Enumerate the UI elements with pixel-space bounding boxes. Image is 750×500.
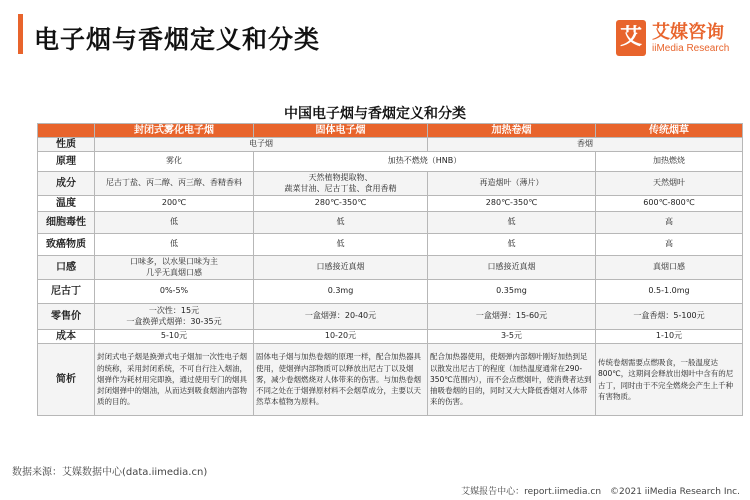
cell-price-3: 一盒烟弹：15-60元 [428, 304, 596, 330]
page-title: 电子烟与香烟定义和分类 [34, 25, 321, 54]
table-row [38, 172, 743, 196]
header-heated-tobacco: 加热卷烟 [428, 124, 596, 138]
cell-price-2: 一盒烟弹：20-40元 [254, 304, 428, 330]
cell-line: 蔬菜甘油、尼古丁盐、食用香精 [284, 183, 397, 193]
data-source: 数据来源：艾媒数据中心(data.iimedia.cn) [12, 467, 208, 478]
classification-table [37, 123, 743, 416]
cell-ingredients-2 [254, 172, 428, 196]
row-label-price: 零售价 [38, 304, 95, 330]
table-row [38, 196, 743, 212]
row-label-carcinogens: 致癌物质 [38, 234, 95, 256]
cell-temperature-1: 200℃ [95, 196, 254, 212]
cell-price-1 [95, 304, 254, 330]
cell-summary-2: 固体电子烟与加热卷烟的原理一样，配合加热器具使用，使烟弹内部物质可以释放出尼古丁以及烟雾，减少卷烟燃烧对人体带来的伤害。与加热卷烟不同之处在于烟弹原材料不会烟草成分，主要以天然草本植物为原料。 [254, 344, 428, 416]
brand-logo [616, 16, 740, 60]
cell-nicotine-3: 0.35mg [428, 280, 596, 304]
title-accent-bar [18, 14, 23, 54]
cell-summary-4: 传统卷烟需要点燃吸食，一般温度达800℃，这期间会释放出烟叶中含有的尼古丁，同时由于不完全燃烧会产生上千种有害物质。 [596, 344, 743, 416]
table-title: 中国电子烟与香烟定义和分类 [284, 106, 466, 122]
row-label-nicotine: 尼古丁 [38, 280, 95, 304]
cell-line: 一盒换弹式烟弹：30-35元 [126, 316, 222, 326]
table-row [38, 330, 743, 344]
table-row [38, 152, 743, 172]
cell-carcinogens-3: 低 [428, 234, 596, 256]
cell-cost-1: 5-10元 [95, 330, 254, 344]
cell-cytotoxicity-1: 低 [95, 212, 254, 234]
cell-carcinogens-1: 低 [95, 234, 254, 256]
row-label-principle: 原理 [38, 152, 95, 172]
cell-cost-2: 10-20元 [254, 330, 428, 344]
cell-nicotine-2: 0.3mg [254, 280, 428, 304]
cell-line: 几乎无真烟口感 [146, 267, 202, 277]
table-row [38, 256, 743, 280]
cell-taste-3: 口感接近真烟 [428, 256, 596, 280]
row-label-cytotoxicity: 细胞毒性 [38, 212, 95, 234]
cell-cytotoxicity-4: 高 [596, 212, 743, 234]
cell-principle-burn: 加热燃烧 [596, 152, 743, 172]
copyright-footer: 艾媒报告中心：report.iimedia.cn ©2021 iiMedia Research Inc. [461, 487, 740, 497]
table-header-row [38, 124, 743, 138]
cell-nature-ecig: 电子烟 [95, 138, 428, 152]
cell-principle-atomize: 雾化 [95, 152, 254, 172]
cell-taste-1 [95, 256, 254, 280]
cell-line: 天然植物提取物、 [308, 173, 373, 183]
header-solid-ecig: 固体电子烟 [254, 124, 428, 138]
cell-nicotine-4: 0.5-1.0mg [596, 280, 743, 304]
table-row [38, 138, 743, 152]
header-traditional-tobacco: 传统烟草 [596, 124, 743, 138]
table-row [38, 212, 743, 234]
row-label-temperature: 温度 [38, 196, 95, 212]
cell-price-4: 一盒香烟：5-100元 [596, 304, 743, 330]
cell-nicotine-1: 0%-5% [95, 280, 254, 304]
cell-nature-cig: 香烟 [428, 138, 743, 152]
cell-temperature-4: 600℃-800℃ [596, 196, 743, 212]
logo-icon: 艾 [616, 20, 646, 56]
logo-name: 艾媒咨询 [652, 22, 724, 43]
logo-subtitle: iiMedia Research [652, 43, 730, 54]
cell-cytotoxicity-3: 低 [428, 212, 596, 234]
cell-line: 口味多，以水果口味为主 [130, 257, 218, 267]
cell-cytotoxicity-2: 低 [254, 212, 428, 234]
cell-principle-hnb: 加热不燃烧（HNB） [254, 152, 596, 172]
table-row [38, 304, 743, 330]
header-corner [38, 124, 95, 138]
row-label-summary: 简析 [38, 344, 95, 416]
header-closed-ecig: 封闭式雾化电子烟 [95, 124, 254, 138]
cell-summary-3: 配合加热器使用，使烟弹内部烟叶刚好加热到足以散发出尼古丁的程度（加热温度通常在290-350℃范围内），而不会点燃烟叶，使消费者达到抽吸卷烟的目的，同时又大大降低香烟对人体带来的伤害。 [428, 344, 596, 416]
cell-carcinogens-2: 低 [254, 234, 428, 256]
cell-ingredients-4: 天然烟叶 [596, 172, 743, 196]
row-label-cost: 成本 [38, 330, 95, 344]
cell-taste-2: 口感接近真烟 [254, 256, 428, 280]
cell-ingredients-1: 尼古丁盐、丙二醇、丙三醇、香精香料 [95, 172, 254, 196]
row-label-taste: 口感 [38, 256, 95, 280]
cell-summary-1: 封闭式电子烟是换弹式电子烟加一次性电子烟的统称，采用封闭系统，不可自行注入烟油，烟弹作为耗材用完即换，通过使用专门的烟具封闭烟弹中的烟油，从而达到吸食烟油内部物质的目的。 [95, 344, 254, 416]
row-label-ingredients: 成分 [38, 172, 95, 196]
cell-temperature-3: 280℃-350℃ [428, 196, 596, 212]
table-row [38, 234, 743, 256]
cell-line: 一次性：15元 [148, 306, 200, 316]
table-row [38, 344, 743, 416]
cell-temperature-2: 280℃-350℃ [254, 196, 428, 212]
row-label-nature: 性质 [38, 138, 95, 152]
cell-taste-4: 真烟口感 [596, 256, 743, 280]
cell-cost-4: 1-10元 [596, 330, 743, 344]
table-row [38, 280, 743, 304]
cell-ingredients-3: 再造烟叶（薄片） [428, 172, 596, 196]
cell-cost-3: 3-5元 [428, 330, 596, 344]
cell-carcinogens-4: 高 [596, 234, 743, 256]
